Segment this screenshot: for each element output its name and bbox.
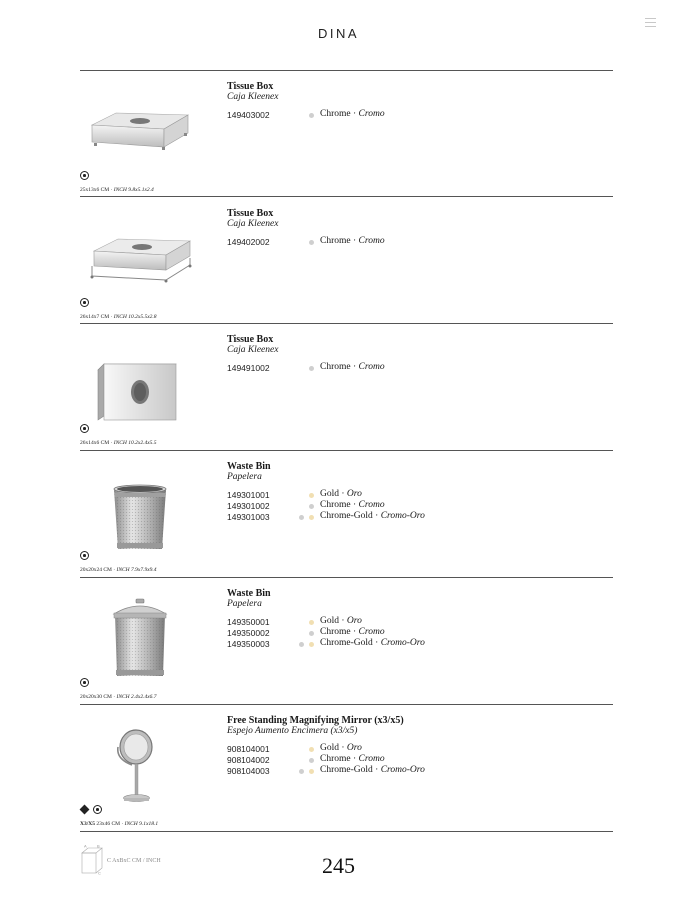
product-subtitle: Caja Kleenex — [227, 219, 279, 229]
finish-label: Chrome · Cromo — [320, 754, 385, 764]
wall-mount-circle-icon — [80, 678, 89, 687]
product-image — [80, 330, 205, 425]
chrome-swatch-icon — [309, 240, 314, 245]
dimensions: 20x20x30 CM · INCH 2.4x2.4x6.7 — [80, 694, 157, 700]
product-row — [80, 451, 613, 577]
product-subtitle: Espejo Aumento Encimera (x3/x5) — [227, 726, 358, 736]
product-code: 908104002 — [227, 755, 270, 765]
finish-label: Chrome-Gold · Cromo-Oro — [320, 765, 425, 775]
product-image — [80, 584, 205, 679]
gold-swatch-icon — [309, 747, 314, 752]
usage-marks — [80, 298, 89, 310]
gold-swatch-icon — [309, 642, 314, 647]
gold-swatch-icon — [309, 620, 314, 625]
legend-letter-b: B — [97, 845, 100, 849]
wall-mount-circle-icon — [80, 171, 89, 180]
product-code: 149350003 — [227, 639, 270, 649]
legend-letter-c: C — [98, 870, 101, 875]
dimensions: 26x14x7 CM · INCH 10.2x5.5x2.8 — [80, 314, 157, 320]
usage-marks — [80, 424, 89, 436]
usage-marks — [80, 171, 89, 183]
variant-row — [227, 110, 607, 121]
variant-row — [227, 617, 607, 628]
chrome-swatch-icon — [299, 769, 304, 774]
finish-label: Chrome · Cromo — [320, 236, 385, 246]
wall-mount-circle-icon — [80, 424, 89, 433]
usage-marks — [80, 678, 89, 690]
gold-swatch-icon — [309, 769, 314, 774]
dimensions: 26x14x6 CM · INCH 10.2x2.4x5.5 — [80, 440, 157, 446]
product-code: 149301001 — [227, 490, 270, 500]
finish-label: Gold · Oro — [320, 743, 362, 753]
product-title: Tissue Box — [227, 208, 274, 219]
product-image — [80, 204, 205, 299]
chrome-swatch-icon — [309, 113, 314, 118]
product-image — [80, 77, 205, 172]
variant-row — [227, 766, 607, 777]
product-title: Free Standing Magnifying Mirror (x3/x5) — [227, 715, 404, 726]
finish-label: Chrome · Cromo — [320, 109, 385, 119]
chrome-swatch-icon — [309, 504, 314, 509]
wall-mount-circle-icon — [80, 298, 89, 307]
product-row — [80, 71, 613, 197]
finish-label: Chrome-Gold · Cromo-Oro — [320, 511, 425, 521]
gold-swatch-icon — [309, 515, 314, 520]
dimensions: X3/X5 23x46 CM · INCH 9.1x18.1 — [80, 821, 159, 827]
dimensions: 25x13x6 CM · INCH 9.8x5.1x2.4 — [80, 187, 154, 193]
gold-swatch-icon — [309, 493, 314, 498]
product-code: 149350002 — [227, 628, 270, 638]
wall-mount-circle-icon — [80, 551, 89, 560]
product-title: Waste Bin — [227, 461, 271, 472]
product-code: 149491002 — [227, 363, 270, 373]
variant-row — [227, 512, 607, 523]
product-title: Waste Bin — [227, 588, 271, 599]
finish-label: Chrome-Gold · Cromo-Oro — [320, 638, 425, 648]
product-title: Tissue Box — [227, 334, 274, 345]
variant-row — [227, 363, 607, 374]
chrome-swatch-icon — [299, 642, 304, 647]
legend-letter-a: A — [84, 845, 87, 849]
product-code: 149301003 — [227, 512, 270, 522]
finish-label: Gold · Oro — [320, 616, 362, 626]
finish-label: Chrome · Cromo — [320, 362, 385, 372]
product-subtitle: Caja Kleenex — [227, 92, 279, 102]
product-row — [80, 705, 613, 831]
product-row — [80, 198, 613, 324]
chrome-swatch-icon — [309, 758, 314, 763]
variant-row — [227, 744, 607, 755]
magnification-diamond-icon — [80, 805, 90, 815]
product-row — [80, 578, 613, 704]
product-code: 908104003 — [227, 766, 270, 776]
product-image — [80, 711, 205, 806]
wall-mount-circle-icon — [93, 805, 102, 814]
usage-marks — [80, 805, 102, 817]
product-code: 149301002 — [227, 501, 270, 511]
divider — [80, 831, 613, 832]
dimensions: 20x20x24 CM · INCH 7.9x7.9x9.4 — [80, 567, 157, 573]
finish-label: Chrome · Cromo — [320, 500, 385, 510]
product-code: 149350001 — [227, 617, 270, 627]
chrome-swatch-icon — [299, 515, 304, 520]
product-code: 149403002 — [227, 110, 270, 120]
finish-label: Gold · Oro — [320, 489, 362, 499]
product-image — [80, 457, 205, 552]
finish-label: Chrome · Cromo — [320, 627, 385, 637]
variant-row — [227, 490, 607, 501]
product-row — [80, 324, 613, 450]
chrome-swatch-icon — [309, 631, 314, 636]
variant-row — [227, 639, 607, 650]
product-title: Tissue Box — [227, 81, 274, 92]
page-number: 245 — [322, 853, 355, 878]
variant-row — [227, 237, 607, 248]
product-code: 908104001 — [227, 744, 270, 754]
product-subtitle: Caja Kleenex — [227, 345, 279, 355]
dimension-legend-label: C AxBxC CM / INCH — [107, 858, 161, 864]
product-code: 149402002 — [227, 237, 270, 247]
chrome-swatch-icon — [309, 366, 314, 371]
usage-marks — [80, 551, 89, 563]
brand-title: DINA — [317, 26, 360, 41]
product-subtitle: Papelera — [227, 472, 262, 482]
product-subtitle: Papelera — [227, 599, 262, 609]
